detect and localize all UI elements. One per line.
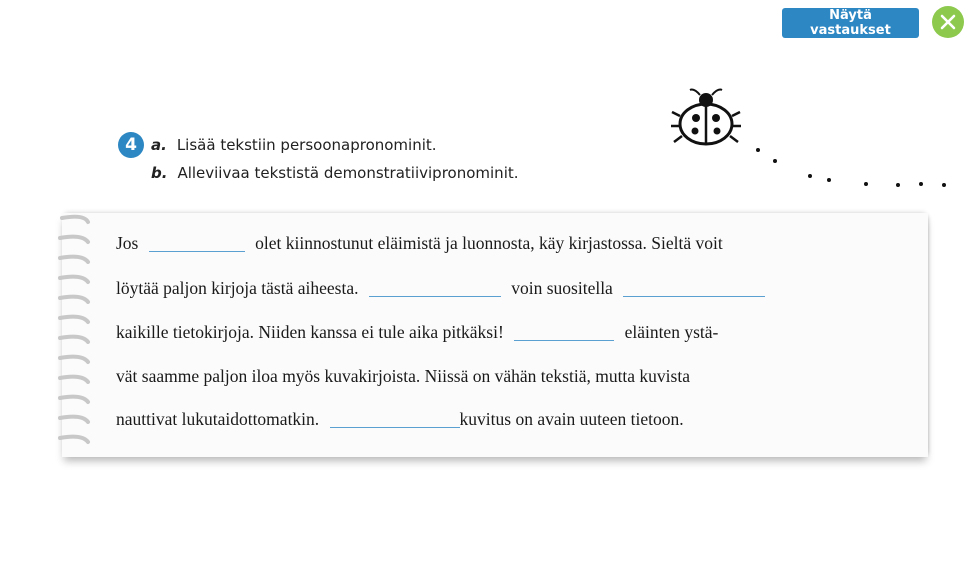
line-2-text-b: voin suositella [511,278,613,298]
task-number-badge: 4 [118,132,144,158]
blank-5[interactable] [330,411,460,428]
line-5-text-b: kuvitus on avain uuteen tietoon. [459,409,684,429]
instruction-a-text: Lisää tekstiin persoonapronominit. [176,136,437,154]
spiral-binding-decoration [52,212,96,462]
instruction-b-text: Alleviivaa tekstistä demonstratiivipronominit. [177,164,519,182]
dotted-trail-decoration [740,120,960,190]
close-button[interactable] [932,6,964,38]
exercise-line-5 [116,408,684,430]
line-2-text-a: löytää paljon kirjoja tästä aiheesta. [116,278,359,298]
blank-3[interactable] [623,280,765,297]
exercise-line-2 [116,277,765,299]
line-3-text-a: kaikille tietokirjoja. Niiden kanssa ei tule aika pitkäksi! [116,322,504,342]
exercise-line-4 [116,365,690,387]
line-1-text-a: Jos [116,233,139,253]
close-icon [932,6,964,38]
instruction-b-letter: b. [151,164,168,182]
ladybug-icon [668,88,748,154]
instruction-b [151,164,519,182]
line-3-text-b: eläinten ystä- [624,322,719,342]
instruction-a-letter: a. [151,136,167,154]
blank-2[interactable] [369,280,501,297]
line-4-text-a: vät saamme paljon iloa myös kuvakirjoista. Niissä on vähän tekstiä, mutta kuvista [116,366,690,386]
show-answers-button[interactable]: Näytä vastaukset [782,8,919,38]
exercise-line-3 [116,321,718,343]
line-1-text-b: olet kiinnostunut eläimistä ja luonnosta, käy kirjastossa. Sieltä voit [255,233,723,253]
blank-1[interactable] [149,235,245,252]
exercise-line-1 [116,232,723,254]
blank-4[interactable] [514,324,614,341]
line-5-text-a: nauttivat lukutaidottomatkin. [116,409,320,429]
instruction-a [151,136,437,154]
